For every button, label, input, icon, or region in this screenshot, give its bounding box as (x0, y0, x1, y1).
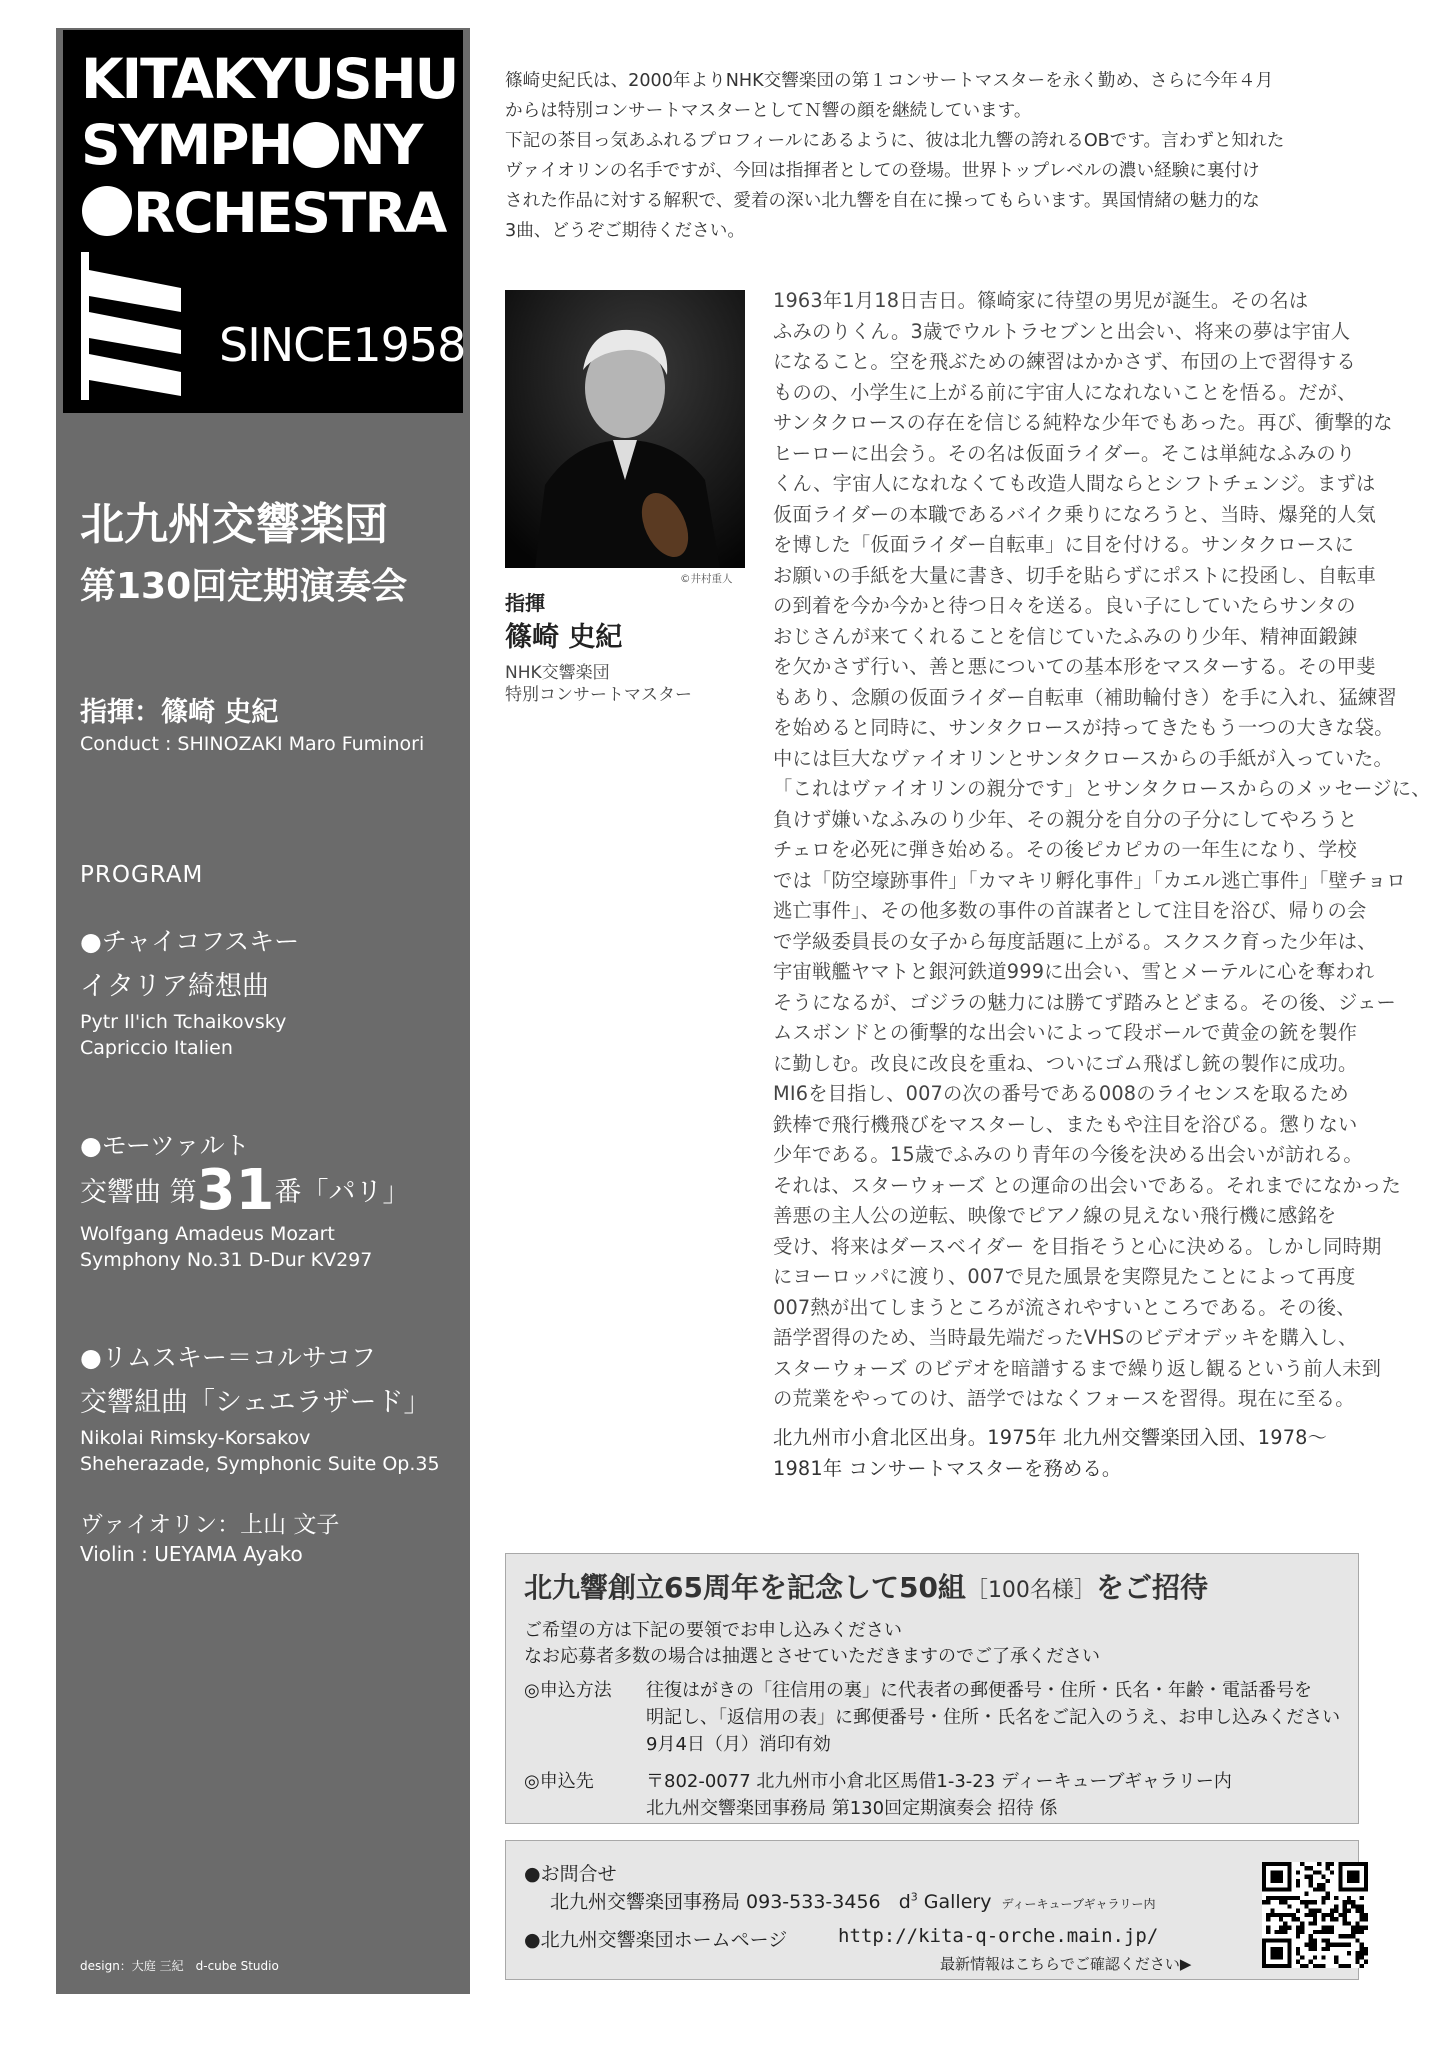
conductor-en: Conduct : SHINOZAKI Maro Fuminori (80, 733, 425, 755)
bio-line: 語学習得のため、当時最先端だったVHSのビデオデッキを購入し、 (773, 1326, 1358, 1349)
bio-line: を博した「仮面ライダー自転車」に目を付ける。サンタクロースに (773, 533, 1355, 556)
conductor-portrait-icon (505, 290, 745, 568)
photo-affil-1: NHK交響楽団 (505, 663, 610, 683)
logo-line-3 (81, 181, 446, 245)
violin-ja: ヴァイオリン：上山 文子 (80, 1512, 340, 1538)
bio-line: の到着を今か今かと待つ日々を送る。良い子にしていたらサンタの (773, 594, 1356, 617)
contact-hp-label: ●北九州交響楽団ホームページ (524, 1929, 788, 1951)
invite-headline-a: 北九響創立65周年を記念して50組 (524, 1571, 966, 1604)
bio-origin-line: 北九州市小倉北区出身。1975年 北九州交響楽団入団、1978～ (773, 1426, 1328, 1449)
bio-line: 負けず嫌いなふみのり少年、その親分を自分の子分にしてやろうと (773, 807, 1358, 831)
bio-line: スターウォーズ のビデオを暗譜するまで繰り返し観るという前人未到 (773, 1356, 1382, 1380)
contact-office (550, 1887, 1155, 1914)
bio-line: 1963年1月18日吉日。篠崎家に待望の男児が誕生。その名は (773, 289, 1309, 312)
contact-box (505, 1840, 1359, 1980)
contact-label: ●お問合せ (524, 1863, 617, 1885)
program-1-composer-en: Pytr Il'ich Tchaikovsky (80, 1011, 287, 1033)
program-2-work-pre: 交響曲 第 (80, 1177, 197, 1208)
bio-line: おじさんが来てくれることを信じていたふみのり少年、精神面鍛錬 (773, 624, 1358, 648)
intro-line: からは特別コンサートマスターとしてＮ響の顔を継続しています。 (505, 101, 1032, 121)
invite-headline-c: をご招待 (1095, 1571, 1208, 1604)
orchestra-logo (63, 30, 466, 413)
bio-line: そうになるが、ゴジラの魅力には勝てず踏みとどまる。その後、ジェー (773, 990, 1397, 1014)
invite-method-2: 明記し、「返信用の表」に郵便番号・住所・氏名をご記入のうえ、お申し込みください (646, 1707, 1341, 1728)
program-2-work-ja (80, 1158, 410, 1223)
invite-method-1: 往復はがきの「往信用の裏」に代表者の郵便番号・住所・氏名・年齢・電話番号を (646, 1680, 1312, 1701)
bio-line: に勤しむ。改良に改良を重ね、ついにゴム飛ばし銃の製作に成功。 (773, 1051, 1358, 1075)
violin-en: Violin : UEYAMA Ayako (80, 1542, 303, 1566)
program-2-work-post: 番「パリ」 (274, 1177, 410, 1208)
contact-office-text: 北九州交響楽団事務局 093-533-3456 (550, 1891, 881, 1913)
logo-circle-o2 (82, 186, 132, 236)
bio-line: になること。空を飛ぶための練習はかかさず、布団の上で習得する (773, 350, 1356, 373)
gallery-sup: 3 (910, 1890, 918, 1904)
program-3-composer-en: Nikolai Rimsky-Korsakov (80, 1427, 311, 1449)
intro-line: ヴァイオリンの名手ですが、今回は指揮者としての登場。世界トップレベルの濃い経験に裏付け (505, 161, 1260, 181)
bio-line: で学級委員長の女子から毎度話題に上がる。スクスク育った少年は、 (773, 929, 1377, 953)
bio-line: それは、スターウォーズ との運命の出会いである。それまでになかった (773, 1173, 1401, 1197)
bio-line: サンタクロースの存在を信じる純粋な少年でもあった。再び、衝撃的な (773, 411, 1393, 434)
program-2-work-en: Symphony No.31 D-Dur KV297 (80, 1249, 373, 1271)
intro-line: 3曲、どうぞご期待ください。 (505, 221, 745, 241)
gallery-d: d (898, 1891, 911, 1913)
program-2-composer-ja: ●モーツァルト (80, 1131, 250, 1160)
conductor-photo (505, 290, 745, 568)
qr-code-icon[interactable] (1262, 1862, 1368, 1968)
program-label: PROGRAM (80, 862, 204, 888)
logo-mark-icon (81, 252, 181, 400)
photo-affil-2: 特別コンサートマスター (505, 685, 692, 705)
design-credit: design：大庭 三紀 d-cube Studio (80, 1959, 279, 1973)
bio-line: を欠かさず行い、善と悪についての基本形をマスターする。その甲斐 (773, 655, 1376, 678)
intro-text (505, 66, 1405, 246)
invite-dest-label: ◎申込先 (524, 1771, 594, 1792)
gallery-name-text: Gallery (917, 1891, 992, 1913)
invite-dest-1: 〒802-0077 北九州市小倉北区馬借1-3-23 ディーキューブギャラリー内 (646, 1771, 1232, 1792)
bio-origin (773, 1423, 1423, 1484)
program-2-composer-en: Wolfgang Amadeus Mozart (80, 1223, 335, 1245)
bio-line: を始めると同時に、サンタクロースが持ってきたもう一つの大きな袋。 (773, 716, 1394, 739)
concert-title: 第130回定期演奏会 (80, 566, 408, 607)
bio-line: 「これはヴァイオリンの親分です」とサンタクロースからのメッセージに、 (773, 777, 1431, 800)
bio-line: 宇宙戦艦ヤマトと銀河鉄道999に出会い、雪とメーテルに心を奪われ (773, 960, 1375, 983)
contact-latest: 最新情報はこちらでご確認ください▶ (940, 1955, 1192, 1973)
bio-line: くん、宇宙人になれなくても改造人間ならとシフトチェンジ。まずは (773, 472, 1376, 495)
bio-line: にヨーロッパに渡り、007で見た風景を実際見たことによって再度 (773, 1265, 1356, 1288)
bio-line: 逃亡事件」、その他多数の事件の首謀者として注目を浴び、帰りの会 (773, 899, 1367, 922)
program-1-work-ja: イタリア綺想曲 (80, 971, 269, 1002)
photo-credit: ©井村重人 (680, 573, 733, 585)
bio-line: もあり、念願の仮面ライダー自転車（補助輪付き）を手に入れ、猛練習 (773, 685, 1397, 709)
intro-line: 下記の茶目っ気あふれるプロフィールにあるように、彼は北九響の誇れるOBです。言わずと知れた (505, 131, 1285, 151)
invite-note-2: なお応募者多数の場合は抽選とさせていただきますのでご了承ください (524, 1646, 1100, 1667)
invite-headline-b: ［100名様］ (965, 1578, 1096, 1603)
logo-since: SINCE1958 (219, 318, 466, 372)
bio-line: 少年である。15歳でふみのり青年の今後を決める出会いが訪れる。 (773, 1143, 1363, 1166)
bio-line: ものの、小学生に上がる前に宇宙人になれないことを悟る。だが、 (773, 380, 1357, 404)
program-1-work-en: Capriccio Italien (80, 1037, 233, 1059)
invite-method-label: ◎申込方法 (524, 1680, 612, 1701)
logo-line-2 (81, 113, 422, 177)
homepage-link[interactable]: http://kita-q-orche.main.jp/ (838, 1925, 1159, 1947)
program-3-work-ja: 交響組曲「シェエラザード」 (80, 1387, 431, 1418)
bio-line: ふみのりくん。3歳でウルトラセブンと出会い、将来の夢は宇宙人 (773, 319, 1351, 343)
photo-role: 指揮 (505, 591, 545, 615)
program-3-work-en: Sheherazade, Symphonic Suite Op.35 (80, 1453, 440, 1475)
logo-line-2-a: SYMPH (81, 113, 292, 177)
bio-line: ヒーローに出会う。その名は仮面ライダー。そこは単純なふみのり (773, 441, 1356, 465)
bio-line: では「防空壕跡事件」「カマキリ孵化事件」「カエル逃亡事件」「壁チョロ (773, 868, 1406, 892)
bio-line: 007熱が出てしまうところが流されやすいところである。その後、 (773, 1295, 1356, 1319)
conductor-ja: 指揮：篠崎 史紀 (80, 697, 279, 728)
gallery-name (899, 1891, 992, 1913)
bio-line: MI6を目指し、007の次の番号である008のライセンスを取るため (773, 1082, 1349, 1105)
program-3-composer-ja: ●リムスキー＝コルサコフ (80, 1343, 376, 1372)
bio-line: 中には巨大なヴァイオリンとサンタクロースからの手紙が入っていた。 (773, 746, 1393, 770)
invite-headline (524, 1566, 1208, 1606)
bio-line: 仮面ライダーの本職であるバイク乗りになろうと、当時、爆発的人気 (773, 502, 1376, 526)
bio-line: お願いの手紙を大量に書き、切手を貼らずにポストに投函し、自転車 (773, 563, 1377, 587)
logo-line-1: KITAKYUSHU (81, 47, 458, 111)
bio-line: 善悪の主人公の逆転、映像でピアノ線の見えない飛行機に感銘を (773, 1204, 1337, 1227)
bio-line: チェロを必死に弾き始める。その後ピカピカの一年生になり、学校 (773, 838, 1357, 861)
invitation-box (505, 1553, 1359, 1824)
intro-line: 篠崎史紀氏は、2000年よりNHK交響楽団の第１コンサートマスターを永く勤め、さらに今年４月 (505, 71, 1274, 91)
invite-note-1: ご希望の方は下記の要領でお申し込みください (524, 1620, 902, 1641)
logo-circle-o (293, 122, 339, 168)
bio-line: の荒業をやってのけ、語学ではなくフォースを習得。現在に至る。 (773, 1387, 1355, 1410)
bio-origin-line: 1981年 コンサートマスターを務める。 (773, 1456, 1122, 1480)
program-2-work-num: 31 (196, 1158, 275, 1223)
bio-line: 受け、将来はダースベイダー を目指そうと心に決める。しかし同時期 (773, 1234, 1382, 1258)
invite-method-3: 9月4日（月）消印有効 (646, 1734, 831, 1755)
bio-text (773, 286, 1431, 1415)
gallery-small: ディーキューブギャラリー内 (1001, 1897, 1156, 1911)
org-name: 北九州交響楽団 (80, 499, 388, 550)
program-1-composer-ja: ●チャイコフスキー (80, 927, 300, 956)
bio-line: 鉄棒で飛行機飛びをマスターし、またもや注目を浴びる。懲りない (773, 1112, 1358, 1136)
photo-name: 篠崎 史紀 (505, 622, 623, 653)
intro-line: された作品に対する解釈で、愛着の深い北九響を自在に操ってもらいます。異国情緒の魅力的な (505, 191, 1260, 211)
bio-line: ムスボンドとの衝撃的な出会いによって段ボールで黄金の銃を製作 (773, 1021, 1358, 1044)
invite-dest-2: 北九州交響楽団事務局 第130回定期演奏会 招待 係 (646, 1798, 1058, 1819)
logo-line-2-b: NY (339, 113, 422, 177)
logo-line-3-text: RCHESTRA (133, 181, 446, 245)
